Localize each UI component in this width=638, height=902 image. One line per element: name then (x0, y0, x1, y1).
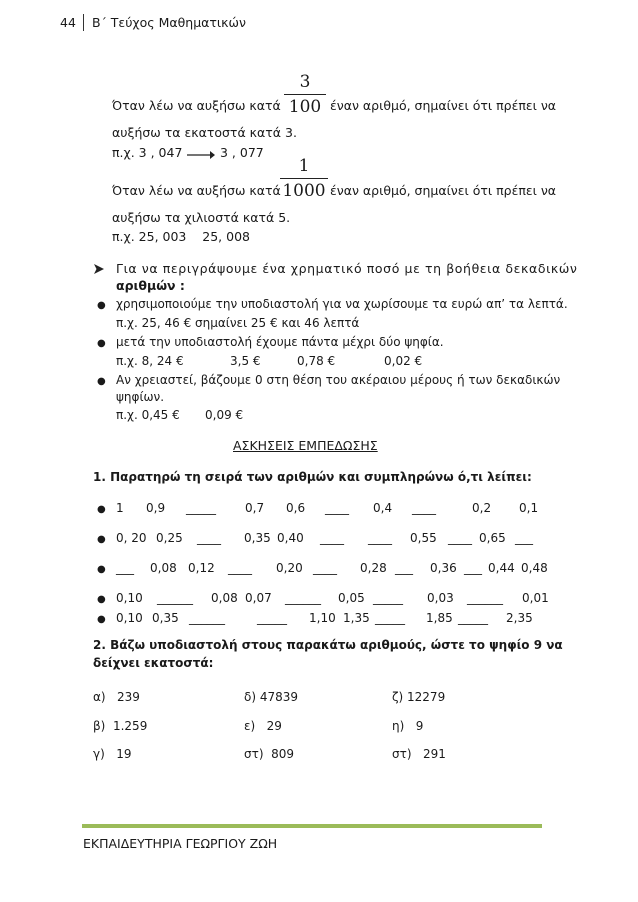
seq-cell: 2,35 (506, 611, 533, 625)
seq-cell: 1,10 (309, 611, 336, 625)
money-bullet2-example: 3,5 € (230, 354, 261, 368)
seq-cell: 0, 20 (116, 531, 147, 545)
exercises-title: ΑΣΚΗΣΕΙΣ ΕΜΠΕΔΩΣΗΣ (233, 438, 378, 453)
arrow-right-icon (187, 150, 215, 160)
seq-blank: ____ (448, 531, 472, 545)
money-bullet3-example: π.χ. 0,45 € (116, 408, 180, 422)
intro-example1-right: 3 , 077 (220, 145, 264, 160)
seq-blank: ___ (515, 531, 533, 545)
seq-blank: ______ (189, 611, 225, 625)
bullet-icon: ● (97, 614, 106, 625)
intro-line3-left: Όταν λέω να αυξήσω κατά (112, 183, 281, 198)
header-title: Β΄ Τεύχος Μαθηματικών (92, 15, 246, 30)
seq-blank: _____ (458, 611, 488, 625)
seq-blank: ___ (116, 561, 134, 575)
exercise2-item: ε) 29 (244, 719, 282, 733)
fraction-1-1000 (280, 156, 328, 201)
seq-cell: 0,07 (245, 591, 272, 605)
bullet-icon: ● (97, 564, 106, 575)
seq-cell: 1,35 (343, 611, 370, 625)
seq-blank: ____ (313, 561, 337, 575)
bullet-icon: ● (97, 376, 106, 387)
exercise2-item: η) 9 (392, 719, 424, 733)
seq-cell: 0,20 (276, 561, 303, 575)
seq-cell: 0,25 (156, 531, 183, 545)
money-bullet1: χρησιμοποιούμε την υποδιαστολή για να χωρίσουμε τα ευρώ απ’ τα λεπτά. (116, 297, 568, 311)
exercise2-item: στ) 291 (392, 747, 446, 761)
seq-cell: 0,40 (277, 531, 304, 545)
seq-cell: 0,08 (150, 561, 177, 575)
seq-cell: 0,01 (522, 591, 549, 605)
seq-cell: 0,48 (521, 561, 548, 575)
seq-cell: 1,85 (426, 611, 453, 625)
seq-cell: 0,03 (427, 591, 454, 605)
seq-blank: _____ (373, 591, 403, 605)
money-heading-line1: Για να περιγράψουμε ένα χρηματικό ποσό με τη βοήθεια δεκαδικών (116, 261, 578, 276)
footer-rule (82, 824, 542, 828)
bullet-icon: ● (97, 594, 106, 605)
seq-cell: 0,28 (360, 561, 387, 575)
seq-blank: ____ (368, 531, 392, 545)
seq-cell: 0,4 (373, 501, 393, 515)
arrow-bullet-icon (94, 264, 104, 274)
fraction-denominator: 1000 (282, 181, 326, 201)
seq-cell: 0,35 (152, 611, 179, 625)
seq-blank: ______ (157, 591, 193, 605)
exercise2-item: ζ) 12279 (392, 690, 446, 704)
bullet-icon: ● (97, 338, 106, 349)
seq-cell: 0,55 (410, 531, 437, 545)
seq-cell: 0,08 (211, 591, 238, 605)
intro-line1-right: έναν αριθμό, σημαίνει ότι πρέπει να (330, 98, 557, 113)
seq-blank: ___ (464, 561, 482, 575)
money-bullet1-example: π.χ. 25, 46 € σημαίνει 25 € και 46 λεπτά (116, 316, 360, 330)
exercise2-item: δ) 47839 (244, 690, 299, 704)
money-bullet3-example: 0,09 € (205, 408, 244, 422)
intro-line4: αυξήσω τα χιλιοστά κατά 5. (112, 210, 291, 225)
intro-line3-right: έναν αριθμό, σημαίνει ότι πρέπει να (330, 183, 557, 198)
intro-line1-left: Όταν λέω να αυξήσω κατά (112, 98, 281, 113)
seq-cell: 0,05 (338, 591, 365, 605)
seq-blank: ____ (325, 501, 349, 515)
exercise2-item: β) 1.259 (93, 719, 148, 733)
seq-blank: ____ (197, 531, 221, 545)
seq-blank: _____ (257, 611, 287, 625)
seq-blank: ____ (412, 501, 436, 515)
seq-cell: 0,6 (286, 501, 306, 515)
bullet-icon: ● (97, 504, 106, 515)
seq-cell: 0,10 (116, 591, 143, 605)
fraction-3-100 (284, 72, 326, 117)
intro-line2: αυξήσω τα εκατοστά κατά 3. (112, 125, 297, 140)
fraction-numerator: 3 (299, 72, 311, 92)
seq-cell: 0,36 (430, 561, 457, 575)
footer-text: ΕΚΠΑΙΔΕΥΤΗΡΙΑ ΓΕΩΡΓΙΟΥ ΖΩΗ (83, 836, 278, 851)
money-bullet2-example: 0,78 € (297, 354, 336, 368)
fraction-bar (284, 94, 326, 95)
seq-blank: ____ (320, 531, 344, 545)
seq-cell: 0,44 (488, 561, 515, 575)
bullet-icon: ● (97, 534, 106, 545)
fraction-bar (280, 178, 328, 179)
seq-cell: 0,12 (188, 561, 215, 575)
seq-cell: 0,65 (479, 531, 506, 545)
header-divider (83, 14, 84, 31)
money-bullet3-line1: Αν χρειαστεί, βάζουμε 0 στη θέση του ακέραιου μέρους ή των δεκαδικών (116, 373, 561, 387)
fraction-denominator: 100 (288, 97, 322, 117)
seq-blank: ______ (467, 591, 503, 605)
exercise2-item: στ) 809 (244, 747, 295, 761)
exercise2-item: γ) 19 (93, 747, 132, 761)
seq-cell: 0,7 (245, 501, 265, 515)
intro-example1-left: π.χ. 3 , 047 (112, 145, 183, 160)
seq-cell: 0,35 (244, 531, 271, 545)
exercise2-item: α) 239 (93, 690, 140, 704)
seq-blank: ___ (395, 561, 413, 575)
money-bullet2: μετά την υποδιαστολή έχουμε πάντα μέχρι δύο ψηφία. (116, 335, 444, 349)
exercise1-title: 1. Παρατηρώ τη σειρά των αριθμών και συμπληρώνω ό,τι λείπει: (93, 470, 532, 484)
seq-cell: 0,9 (146, 501, 166, 515)
money-bullet2-example: π.χ. 8, 24 € (116, 354, 184, 368)
seq-cell: 0,2 (472, 501, 492, 515)
seq-cell: 1 (116, 501, 124, 515)
seq-blank: ____ (228, 561, 252, 575)
page-number: 44 (60, 15, 76, 30)
money-bullet3-line2: ψηφίων. (116, 390, 165, 404)
seq-blank: _____ (375, 611, 405, 625)
intro-example2: π.χ. 25, 003 25, 008 (112, 229, 250, 244)
money-bullet2-example: 0,02 € (384, 354, 423, 368)
seq-cell: 0,1 (519, 501, 539, 515)
exercise2-title-line1: 2. Βάζω υποδιαστολή στους παρακάτω αριθμούς, ώστε το ψηφίο 9 να (93, 638, 563, 652)
fraction-numerator: 1 (298, 156, 310, 176)
seq-blank: _____ (186, 501, 216, 515)
bullet-icon: ● (97, 300, 106, 311)
exercise2-title-line2: δείχνει εκατοστά: (93, 656, 214, 670)
seq-blank: ______ (285, 591, 321, 605)
money-heading-line2: αριθμών : (116, 278, 185, 293)
seq-cell: 0,10 (116, 611, 143, 625)
